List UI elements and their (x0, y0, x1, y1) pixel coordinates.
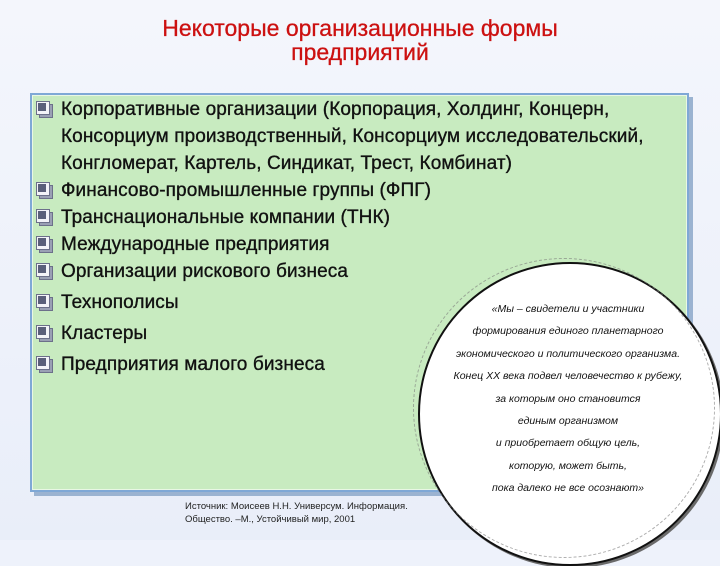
list-item-text: Финансово-промышленные группы (ФПГ) (61, 180, 432, 201)
list-item (34, 204, 664, 231)
list-item-text: Кластеры (61, 323, 148, 344)
list-item-text: Транснациональные компании (ТНК) (61, 207, 391, 228)
source-line-1: Источник: Моисеев Н.Н. Универсум. Информация. (185, 501, 408, 512)
list-item-text: Предприятия малого бизнеса (61, 354, 325, 375)
source-citation (185, 500, 435, 526)
square-bullet-icon (36, 263, 51, 278)
quote-line: формирования единого планетарного (472, 325, 664, 338)
square-bullet-icon (36, 236, 51, 251)
list-item-text: Организации рискового бизнеса (61, 261, 349, 282)
quote-line: «Мы – свидетели и участники (491, 303, 645, 315)
quote-line: за которым оно становится (495, 392, 641, 405)
list-item-text: Корпоративные организации (Корпорация, Холдинг, Концерн, Консорциум производственный, Консорциум исследовательский, Конгломерат, Картель, Синдикат, Трест, Комбинат) (61, 99, 644, 174)
quote-line: пока далеко не все осознают» (492, 482, 644, 495)
list-item-text: Международные предприятия (61, 234, 330, 255)
title-line-1: Некоторые организационные формы (162, 15, 558, 41)
list-item (34, 177, 664, 204)
square-bullet-icon (36, 356, 51, 371)
square-bullet-icon (36, 101, 51, 116)
title-line-2: предприятий (291, 39, 429, 65)
slide-title (60, 16, 660, 64)
list-item (34, 231, 664, 258)
quote-line: которую, может быть, (509, 459, 627, 472)
quote-text (418, 298, 718, 500)
square-bullet-icon (36, 294, 51, 309)
square-bullet-icon (36, 325, 51, 340)
quote-line: экономического и политического организма. (455, 347, 681, 360)
quote-line: Конец XX века подвел человечество к рубежу, (453, 370, 683, 383)
list-item-text: Технополисы (61, 292, 179, 313)
quote-line: единым организмом (517, 415, 619, 428)
list-item (34, 96, 664, 177)
quote-line: и приобретает общую цель, (495, 437, 641, 450)
square-bullet-icon (36, 182, 51, 197)
source-line-2: Общество. –М., Устойчивый мир, 2001 (185, 514, 356, 525)
square-bullet-icon (36, 209, 51, 224)
